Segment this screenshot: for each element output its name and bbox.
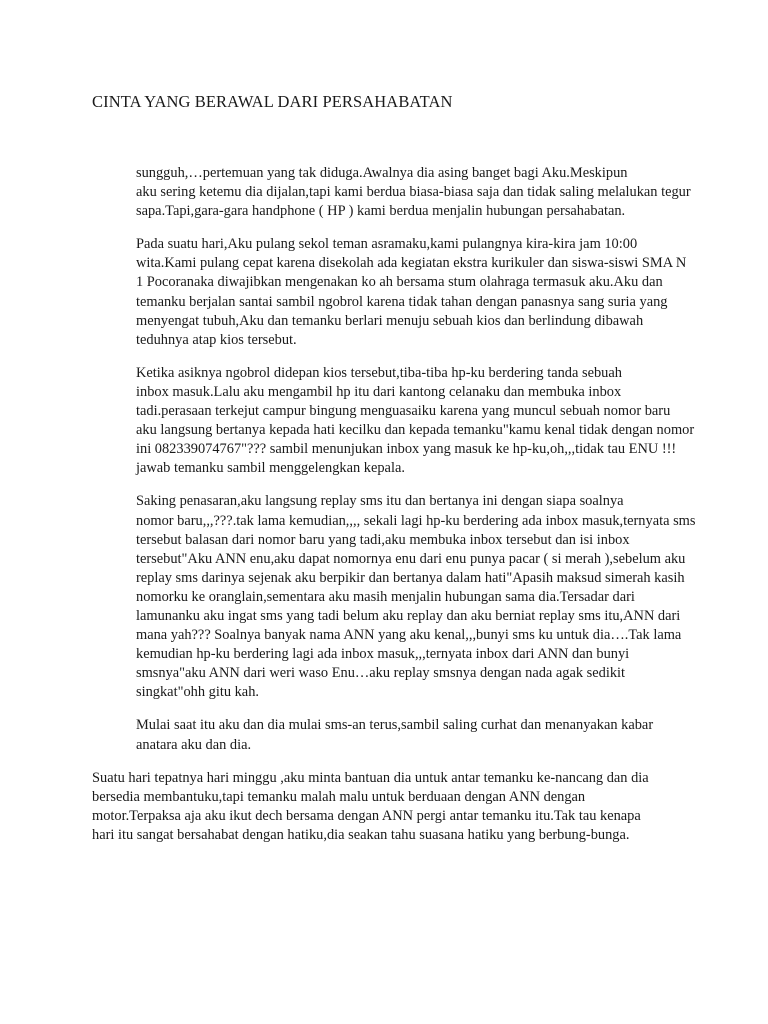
text-line: bersedia membantuku,tapi temanku malah malu untuk berduaan dengan ANN dengan bbox=[92, 788, 586, 805]
text-line: teduhnya atap kios tersebut. bbox=[136, 331, 297, 348]
text-line: menyengat tubuh,Aku dan temanku berlari menuju sebuah kios dan berlindung dibawah bbox=[136, 312, 644, 329]
document-body bbox=[92, 164, 696, 859]
text-line: sapa.Tapi,gara-gara handphone ( HP ) kami berdua menjalin hubungan persahabatan. bbox=[136, 203, 626, 220]
text-line: Pada suatu hari,Aku pulang sekol teman asramaku,kami pulangnya kira-kira jam 10:00 bbox=[136, 236, 638, 253]
text-line: kemudian hp-ku berdering lagi ada inbox masuk,,,ternyata inbox dari ANN dan bunyi bbox=[136, 646, 630, 663]
text-line: tersebut balasan dari nomor baru yang tadi,aku membuka inbox tersebut dan isi inbox bbox=[136, 531, 630, 548]
text-line: ini 082339074767"??? sambil menunjukan inbox yang masuk ke hp-ku,oh,,,tidak tau ENU !!! bbox=[136, 441, 677, 458]
text-line: Suatu hari tepatnya hari minggu ,aku minta bantuan dia untuk antar temanku ke-nancang dan dia bbox=[92, 769, 649, 786]
text-line: nomorku ke oranglain,sementara aku masih menjalin hubungan sama dia.Tersadar dari bbox=[136, 588, 635, 605]
paragraph-3 bbox=[92, 364, 695, 479]
text-line: sungguh,…pertemuan yang tak diduga.Awalnya dia asing banget bagi Aku.Meskipun bbox=[136, 165, 628, 181]
paragraph-4 bbox=[92, 492, 696, 702]
text-line: hari itu sangat bersahabat dengan hatiku,dia seakan tahu suasana hatiku yang berbung-bunga. bbox=[92, 826, 630, 843]
text-line: wita.Kami pulang cepat karena disekolah ada kegiatan ekstra kurikuler dan siswa-siswi SMA N bbox=[136, 255, 687, 272]
paragraph-1 bbox=[92, 164, 691, 221]
text-line: nomor baru,,,???.tak lama kemudian,,,, sekali lagi hp-ku berdering ada inbox masuk,ternyata sms bbox=[136, 512, 696, 529]
text-line: singkat"ohh gitu kah. bbox=[136, 684, 259, 701]
text-line: tadi.perasaan terkejut campur bingung menguasaiku karena yang muncul sebuah nomor baru bbox=[136, 403, 671, 420]
text-line: temanku berjalan santai sambil ngobrol karena tidak tahan dengan panasnya sang suria yang bbox=[136, 293, 668, 310]
paragraph-2 bbox=[92, 235, 687, 350]
text-line: replay sms darinya sejenak aku berpikir dan bertanya dalam hati"Apasih maksud simerah kasih bbox=[136, 569, 685, 586]
text-line: inbox masuk.Lalu aku mengambil hp itu dari kantong celanaku dan membuka inbox bbox=[136, 383, 622, 400]
text-line: smsnya"aku ANN dari weri waso Enu…aku replay smsnya dengan nada agak sedikit bbox=[136, 665, 626, 682]
document-title: CINTA YANG BERAWAL DARI PERSAHABATAN bbox=[92, 92, 453, 111]
text-line: 1 Pocoranaka diwajibkan mengenakan ko ah bersama stum olahraga termasuk aku.Aku dan bbox=[136, 274, 663, 291]
text-line: tersebut"Aku ANN enu,aku dapat nomornya enu dari enu punya pacar ( si merah ),sebelum aku bbox=[136, 550, 686, 567]
text-line: lamunanku aku ingat sms yang tadi belum aku replay dan aku berniat replay sms itu,ANN dari bbox=[136, 607, 681, 624]
text-line: motor.Terpaksa aja aku ikut dech bersama dengan ANN pergi antar temanku itu.Tak tau kenapa bbox=[92, 807, 641, 824]
text-line: anatara aku dan dia. bbox=[136, 736, 252, 753]
text-line: aku sering ketemu dia dijalan,tapi kami berdua biasa-biasa saja dan tidak saling melalukan tegur bbox=[136, 184, 691, 201]
text-line: aku langsung bertanya kepada hati kecilku dan kepada temanku"kamu kenal tidak dengan nomor bbox=[136, 422, 695, 439]
paragraph-5 bbox=[92, 716, 678, 754]
paragraph-6 bbox=[92, 769, 678, 845]
text-line: jawab temanku sambil menggelengkan kepala. bbox=[136, 460, 405, 477]
text-line: Mulai saat itu aku dan dia mulai sms-an terus,sambil saling curhat dan menanyakan kabar bbox=[136, 717, 654, 734]
text-line: Saking penasaran,aku langsung replay sms itu dan bertanya ini dengan siapa soalnya bbox=[136, 493, 624, 510]
text-line: Ketika asiknya ngobrol didepan kios tersebut,tiba-tiba hp-ku berdering tanda sebuah bbox=[136, 364, 622, 381]
text-line: mana yah??? Soalnya banyak nama ANN yang aku kenal,,,bunyi sms ku untuk dia….Tak lama bbox=[136, 627, 682, 644]
